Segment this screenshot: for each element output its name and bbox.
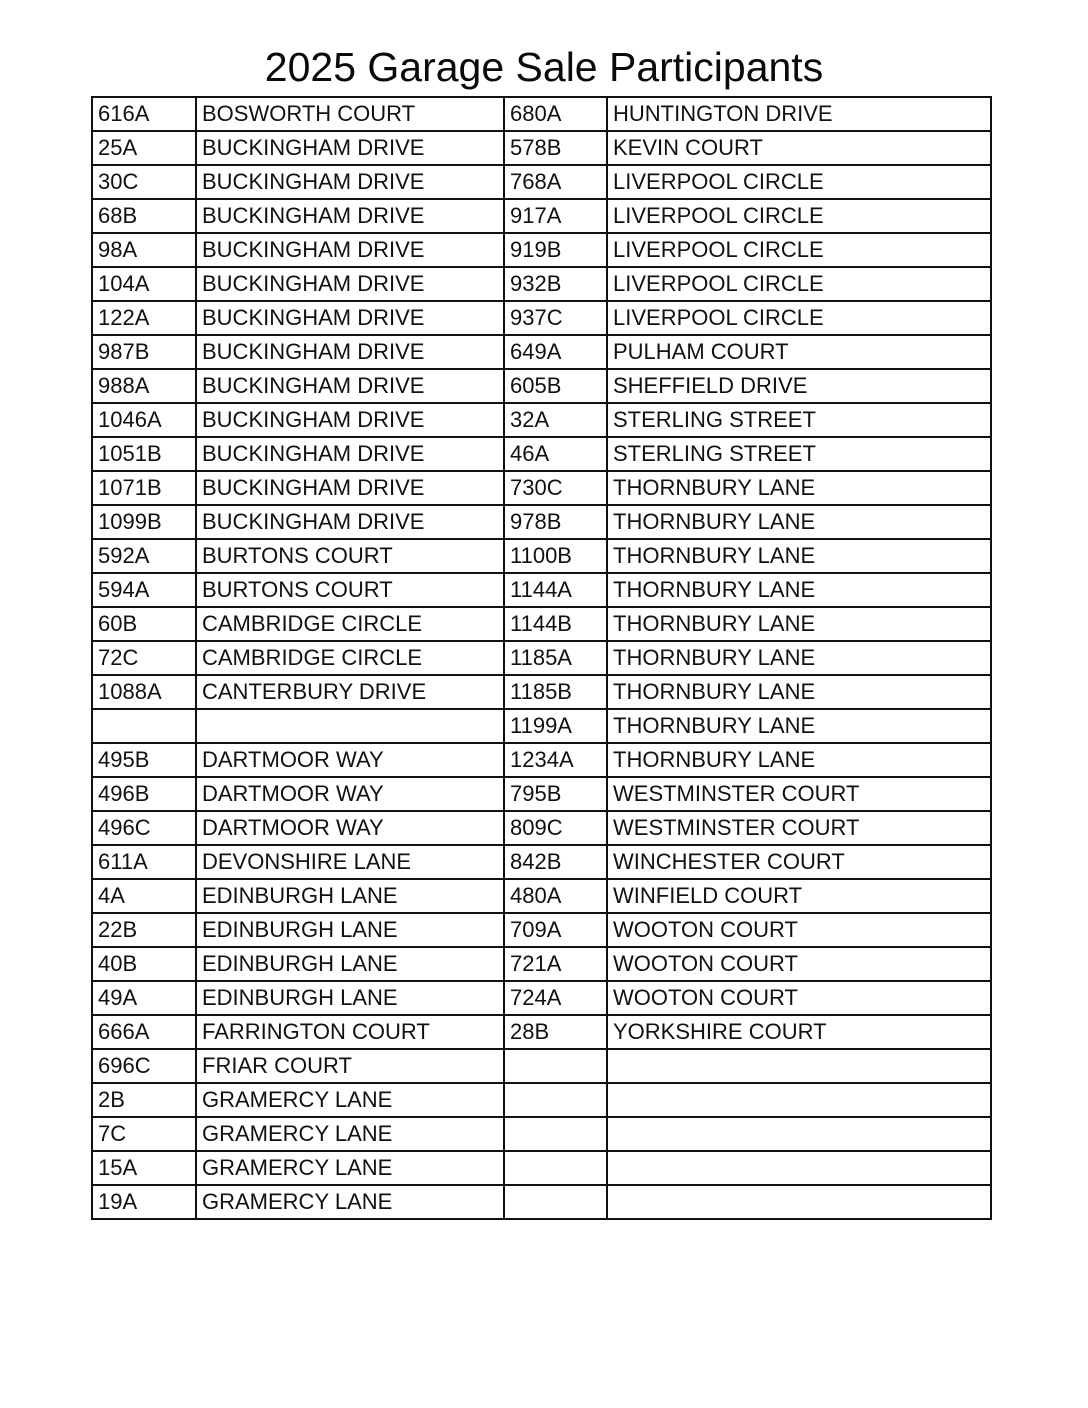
right-house-number: 605B (504, 369, 607, 403)
right-street-name: THORNBURY LANE (607, 573, 991, 607)
right-street-name (607, 1083, 991, 1117)
left-street-name: BUCKINGHAM DRIVE (196, 165, 504, 199)
left-street-name: GRAMERCY LANE (196, 1185, 504, 1219)
table-row (92, 505, 991, 539)
right-street-name: WINCHESTER COURT (607, 845, 991, 879)
left-street-name: BOSWORTH COURT (196, 97, 504, 131)
left-street-name: DARTMOOR WAY (196, 811, 504, 845)
left-street-name: BURTONS COURT (196, 539, 504, 573)
right-house-number: 1185B (504, 675, 607, 709)
left-house-number: 4A (92, 879, 196, 913)
right-street-name: LIVERPOOL CIRCLE (607, 301, 991, 335)
table-row (92, 403, 991, 437)
left-house-number: 1088A (92, 675, 196, 709)
right-street-name: THORNBURY LANE (607, 641, 991, 675)
left-street-name: BUCKINGHAM DRIVE (196, 505, 504, 539)
left-house-number: 666A (92, 1015, 196, 1049)
right-street-name (607, 1049, 991, 1083)
right-street-name: WOOTON COURT (607, 947, 991, 981)
right-house-number: 978B (504, 505, 607, 539)
right-street-name: THORNBURY LANE (607, 471, 991, 505)
left-house-number: 60B (92, 607, 196, 641)
left-street-name: GRAMERCY LANE (196, 1117, 504, 1151)
right-house-number (504, 1117, 607, 1151)
left-house-number: 696C (92, 1049, 196, 1083)
left-street-name: BURTONS COURT (196, 573, 504, 607)
left-house-number: 25A (92, 131, 196, 165)
right-street-name (607, 1185, 991, 1219)
left-house-number: 68B (92, 199, 196, 233)
right-street-name: WESTMINSTER COURT (607, 777, 991, 811)
left-house-number: 611A (92, 845, 196, 879)
right-street-name (607, 1117, 991, 1151)
left-house-number: 2B (92, 1083, 196, 1117)
left-house-number: 1046A (92, 403, 196, 437)
table-row (92, 199, 991, 233)
right-street-name: STERLING STREET (607, 403, 991, 437)
table-row (92, 131, 991, 165)
right-house-number (504, 1151, 607, 1185)
right-street-name: LIVERPOOL CIRCLE (607, 199, 991, 233)
table-row (92, 981, 991, 1015)
left-house-number: 19A (92, 1185, 196, 1219)
left-house-number: 40B (92, 947, 196, 981)
left-street-name: BUCKINGHAM DRIVE (196, 267, 504, 301)
left-street-name: EDINBURGH LANE (196, 947, 504, 981)
table-row (92, 539, 991, 573)
left-street-name: BUCKINGHAM DRIVE (196, 335, 504, 369)
right-house-number: 1144B (504, 607, 607, 641)
left-house-number: 7C (92, 1117, 196, 1151)
right-street-name: THORNBURY LANE (607, 675, 991, 709)
table-row (92, 1049, 991, 1083)
table-row (92, 743, 991, 777)
participants-table (91, 96, 992, 1220)
right-house-number: 709A (504, 913, 607, 947)
table-row (92, 607, 991, 641)
table-row (92, 913, 991, 947)
table-row (92, 947, 991, 981)
right-street-name (607, 1151, 991, 1185)
left-house-number: 1099B (92, 505, 196, 539)
left-house-number: 72C (92, 641, 196, 675)
right-street-name: HUNTINGTON DRIVE (607, 97, 991, 131)
left-street-name: BUCKINGHAM DRIVE (196, 199, 504, 233)
table-row (92, 573, 991, 607)
left-street-name: CAMBRIDGE CIRCLE (196, 607, 504, 641)
right-house-number: 32A (504, 403, 607, 437)
right-house-number: 917A (504, 199, 607, 233)
right-house-number: 768A (504, 165, 607, 199)
table-row (92, 1117, 991, 1151)
table-row (92, 811, 991, 845)
left-street-name: BUCKINGHAM DRIVE (196, 403, 504, 437)
right-street-name: SHEFFIELD DRIVE (607, 369, 991, 403)
right-house-number: 578B (504, 131, 607, 165)
table-row (92, 1015, 991, 1049)
right-house-number (504, 1049, 607, 1083)
right-house-number: 937C (504, 301, 607, 335)
table-row (92, 369, 991, 403)
right-house-number: 1234A (504, 743, 607, 777)
left-house-number: 616A (92, 97, 196, 131)
left-street-name: EDINBURGH LANE (196, 981, 504, 1015)
table-row (92, 1151, 991, 1185)
right-house-number: 730C (504, 471, 607, 505)
left-house-number: 988A (92, 369, 196, 403)
table-row (92, 879, 991, 913)
left-street-name: BUCKINGHAM DRIVE (196, 437, 504, 471)
right-street-name: WOOTON COURT (607, 913, 991, 947)
right-house-number: 46A (504, 437, 607, 471)
left-house-number: 495B (92, 743, 196, 777)
table-row (92, 641, 991, 675)
right-street-name: THORNBURY LANE (607, 709, 991, 743)
right-house-number: 680A (504, 97, 607, 131)
right-street-name: WESTMINSTER COURT (607, 811, 991, 845)
participants-table-body (92, 97, 991, 1219)
left-house-number: 30C (92, 165, 196, 199)
left-street-name: BUCKINGHAM DRIVE (196, 369, 504, 403)
right-street-name: WOOTON COURT (607, 981, 991, 1015)
table-row (92, 777, 991, 811)
right-house-number: 1199A (504, 709, 607, 743)
left-street-name: EDINBURGH LANE (196, 879, 504, 913)
right-house-number (504, 1083, 607, 1117)
page-title: 2025 Garage Sale Participants (264, 44, 824, 90)
left-street-name: FRIAR COURT (196, 1049, 504, 1083)
left-street-name: DARTMOOR WAY (196, 743, 504, 777)
table-row (92, 165, 991, 199)
left-house-number: 15A (92, 1151, 196, 1185)
left-house-number: 496B (92, 777, 196, 811)
right-house-number: 1185A (504, 641, 607, 675)
left-house-number: 1051B (92, 437, 196, 471)
right-house-number: 932B (504, 267, 607, 301)
left-house-number: 496C (92, 811, 196, 845)
left-street-name: CAMBRIDGE CIRCLE (196, 641, 504, 675)
left-street-name: DEVONSHIRE LANE (196, 845, 504, 879)
right-street-name: THORNBURY LANE (607, 743, 991, 777)
table-row (92, 437, 991, 471)
table-row (92, 335, 991, 369)
right-street-name: YORKSHIRE COURT (607, 1015, 991, 1049)
right-house-number: 721A (504, 947, 607, 981)
left-house-number: 22B (92, 913, 196, 947)
right-street-name: KEVIN COURT (607, 131, 991, 165)
right-house-number: 1100B (504, 539, 607, 573)
right-house-number: 919B (504, 233, 607, 267)
left-street-name: BUCKINGHAM DRIVE (196, 471, 504, 505)
left-house-number: 49A (92, 981, 196, 1015)
table-row (92, 301, 991, 335)
right-house-number: 809C (504, 811, 607, 845)
left-street-name: BUCKINGHAM DRIVE (196, 131, 504, 165)
left-house-number: 98A (92, 233, 196, 267)
right-house-number: 28B (504, 1015, 607, 1049)
left-street-name: BUCKINGHAM DRIVE (196, 301, 504, 335)
left-street-name: EDINBURGH LANE (196, 913, 504, 947)
right-street-name: STERLING STREET (607, 437, 991, 471)
right-house-number: 842B (504, 845, 607, 879)
table-row (92, 97, 991, 131)
right-house-number: 480A (504, 879, 607, 913)
left-house-number: 1071B (92, 471, 196, 505)
table-row (92, 267, 991, 301)
table-row (92, 709, 991, 743)
left-house-number (92, 709, 196, 743)
left-street-name: BUCKINGHAM DRIVE (196, 233, 504, 267)
left-house-number: 987B (92, 335, 196, 369)
left-street-name: CANTERBURY DRIVE (196, 675, 504, 709)
right-house-number: 724A (504, 981, 607, 1015)
left-street-name: GRAMERCY LANE (196, 1151, 504, 1185)
table-row (92, 675, 991, 709)
left-street-name: FARRINGTON COURT (196, 1015, 504, 1049)
left-street-name: GRAMERCY LANE (196, 1083, 504, 1117)
right-street-name: THORNBURY LANE (607, 539, 991, 573)
right-house-number: 649A (504, 335, 607, 369)
right-street-name: THORNBURY LANE (607, 505, 991, 539)
table-row (92, 471, 991, 505)
left-house-number: 104A (92, 267, 196, 301)
right-street-name: THORNBURY LANE (607, 607, 991, 641)
right-street-name: WINFIELD COURT (607, 879, 991, 913)
right-street-name: LIVERPOOL CIRCLE (607, 267, 991, 301)
right-house-number: 795B (504, 777, 607, 811)
left-street-name: DARTMOOR WAY (196, 777, 504, 811)
left-house-number: 122A (92, 301, 196, 335)
right-house-number: 1144A (504, 573, 607, 607)
table-row (92, 1185, 991, 1219)
table-row (92, 845, 991, 879)
right-street-name: LIVERPOOL CIRCLE (607, 233, 991, 267)
left-street-name (196, 709, 504, 743)
left-house-number: 594A (92, 573, 196, 607)
table-row (92, 233, 991, 267)
right-street-name: LIVERPOOL CIRCLE (607, 165, 991, 199)
table-row (92, 1083, 991, 1117)
right-house-number (504, 1185, 607, 1219)
left-house-number: 592A (92, 539, 196, 573)
right-street-name: PULHAM COURT (607, 335, 991, 369)
